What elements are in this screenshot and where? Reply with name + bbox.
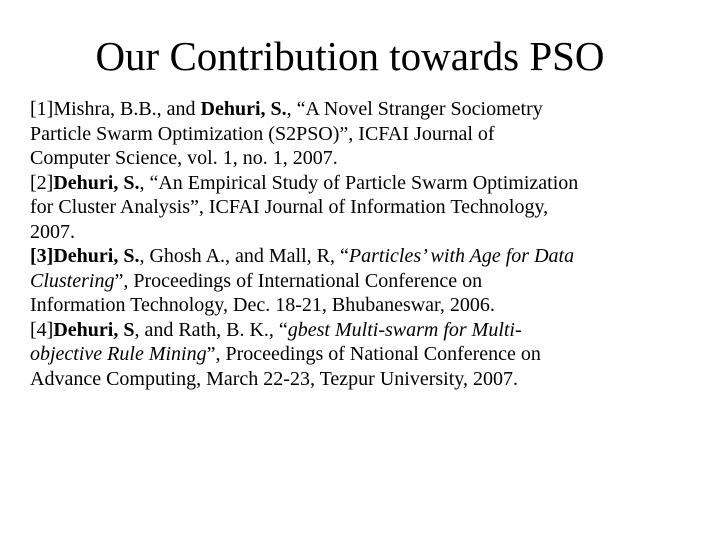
title-italic: gbest Multi-swarm for Multi- — [287, 318, 522, 341]
reference-text: ”, Proceedings of International Conference on — [114, 269, 483, 292]
author-name-bold: Dehuri, S. — [200, 98, 287, 120]
reference-text: Advance Computing, March 22-23, Tezpur University, 2007. — [30, 367, 518, 390]
reference-line — [30, 122, 710, 147]
reference-text: [1]Mishra, B.B., and — [30, 98, 201, 120]
reference-line — [30, 342, 710, 367]
reference-line — [30, 220, 710, 245]
reference-item — [30, 171, 710, 245]
reference-text: Particle Swarm Optimization (S2PSO)”, ICFAI Journal of — [30, 122, 495, 145]
reference-text: Computer Science, vol. 1, no. 1, 2007. — [30, 147, 338, 169]
reference-text: , and Rath, B. K., “ — [134, 318, 288, 341]
reference-text: for Cluster Analysis”, ICFAI Journal of Information Technology, — [30, 196, 549, 218]
reference-line — [30, 244, 710, 269]
reference-line — [30, 269, 710, 294]
reference-item — [30, 97, 710, 171]
reference-text: , “A Novel Stranger Sociometry — [286, 98, 543, 120]
reference-list — [30, 97, 710, 391]
slide-title: Our Contribution towards PSO — [95, 33, 605, 79]
reference-text: ”, Proceedings of National Conference on — [206, 343, 541, 365]
reference-line — [30, 367, 710, 392]
reference-line — [30, 97, 710, 122]
title-italic: objective Rule Mining — [30, 343, 207, 365]
title-italic: Particles’ with Age for Data — [348, 245, 575, 267]
reference-text: , “An Empirical Study of Particle Swarm Optimization — [139, 171, 579, 194]
reference-line — [30, 195, 710, 220]
title-italic: Clustering — [30, 269, 115, 292]
reference-text: Information Technology, Dec. 18-21, Bhubaneswar, 2006. — [30, 294, 495, 316]
reference-text: [2] — [30, 171, 54, 194]
reference-text: 2007. — [30, 220, 75, 243]
author-name-bold: Dehuri, S — [53, 318, 135, 341]
reference-text: , Ghosh A., and Mall, R, “ — [139, 245, 349, 267]
author-name-bold: [3]Dehuri, S. — [30, 245, 140, 267]
reference-line — [30, 293, 710, 318]
reference-item — [30, 318, 710, 392]
reference-line — [30, 146, 710, 171]
reference-item — [30, 244, 710, 318]
reference-text: [4] — [30, 318, 54, 341]
author-name-bold: Dehuri, S. — [53, 171, 140, 194]
reference-line — [30, 318, 710, 343]
reference-line — [30, 171, 710, 196]
